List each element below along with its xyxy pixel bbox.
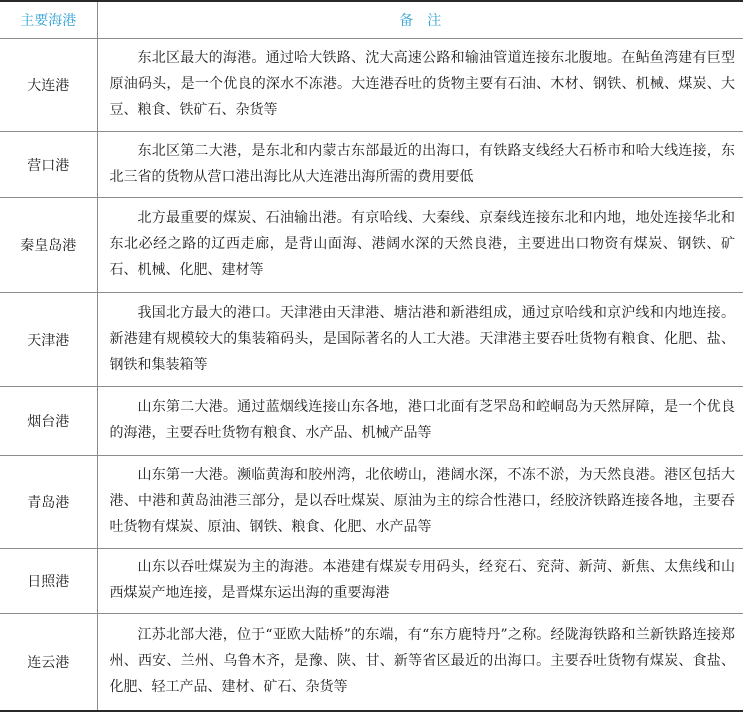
- port-note: 东北区第二大港，是东北和内蒙古东部最近的出海口，有铁路支线经大石桥市和哈大线连接，东北三省的货物从营口港出海比从大连港出海所需的费用要低: [97, 132, 743, 198]
- port-note: 东北区最大的海港。通过哈大铁路、沈大高速公路和输油管道连接东北腹地。在鲇鱼湾建有巨型原油码头，是一个优良的深水不冻港。大连港吞吐的货物主要有石油、木材、钢铁、机械、煤炭、大豆、粮食、铁矿石、杂货等: [97, 39, 743, 132]
- table-row: [0, 293, 743, 387]
- table-header: [0, 1, 743, 39]
- port-name: 营口港: [0, 132, 97, 198]
- port-name: 秦皇岛港: [0, 198, 97, 293]
- table-body: [0, 39, 743, 712]
- port-note: 山东以吞吐煤炭为主的海港。本港建有煤炭专用码头，经兖石、兖菏、新菏、新焦、太焦线和山西煤炭产地连接，是晋煤东运出海的重要海港: [97, 549, 743, 614]
- table-row: [0, 39, 743, 132]
- port-note: 北方最重要的煤炭、石油输出港。有京哈线、大秦线、京秦线连接东北和内地，地处连接华北和东北必经之路的辽西走廊，是背山面海、港阔水深的天然良港，主要进出口物资有煤炭、钢铁、矿石、机械、化肥、建材等: [97, 198, 743, 293]
- port-name: 大连港: [0, 39, 97, 132]
- port-name: 连云港: [0, 614, 97, 712]
- header-port: 主要海港: [0, 1, 97, 39]
- table-row: [0, 456, 743, 549]
- table-row: [0, 198, 743, 293]
- table-row: [0, 132, 743, 198]
- port-name: 青岛港: [0, 456, 97, 549]
- port-note: 山东第二大港。通过蓝烟线连接山东各地，港口北面有芝罘岛和崆峒岛为天然屏障，是一个优良的海港，主要吞吐货物有粮食、水产品、机械产品等: [97, 387, 743, 456]
- header-row: [0, 1, 743, 39]
- header-note: 备 注: [97, 1, 743, 39]
- port-name: 日照港: [0, 549, 97, 614]
- port-note: 江苏北部大港，位于“亚欧大陆桥”的东端，有“东方鹿特丹”之称。经陇海铁路和兰新铁路连接郑州、西安、兰州、乌鲁木齐，是豫、陕、甘、新等省区最近的出海口。主要吞吐货物有煤炭、食盐、化肥、轻工产品、建材、矿石、杂货等: [97, 614, 743, 712]
- table-row: [0, 614, 743, 712]
- port-note: 我国北方最大的港口。天津港由天津港、塘沽港和新港组成，通过京哈线和京沪线和内地连接。新港建有规模较大的集装箱码头，是国际著名的人工大港。天津港主要吞吐货物有粮食、化肥、盐、钢铁和集装箱等: [97, 293, 743, 387]
- table-row: [0, 549, 743, 614]
- port-name: 烟台港: [0, 387, 97, 456]
- port-name: 天津港: [0, 293, 97, 387]
- table-row: [0, 387, 743, 456]
- port-note: 山东第一大港。濒临黄海和胶州湾，北依崂山，港阔水深，不冻不淤，为天然良港。港区包括大港、中港和黄岛油港三部分，是以吞吐煤炭、原油为主的综合性港口，经胶济铁路连接各地，主要吞吐货物有煤炭、原油、钢铁、粮食、化肥、水产品等: [97, 456, 743, 549]
